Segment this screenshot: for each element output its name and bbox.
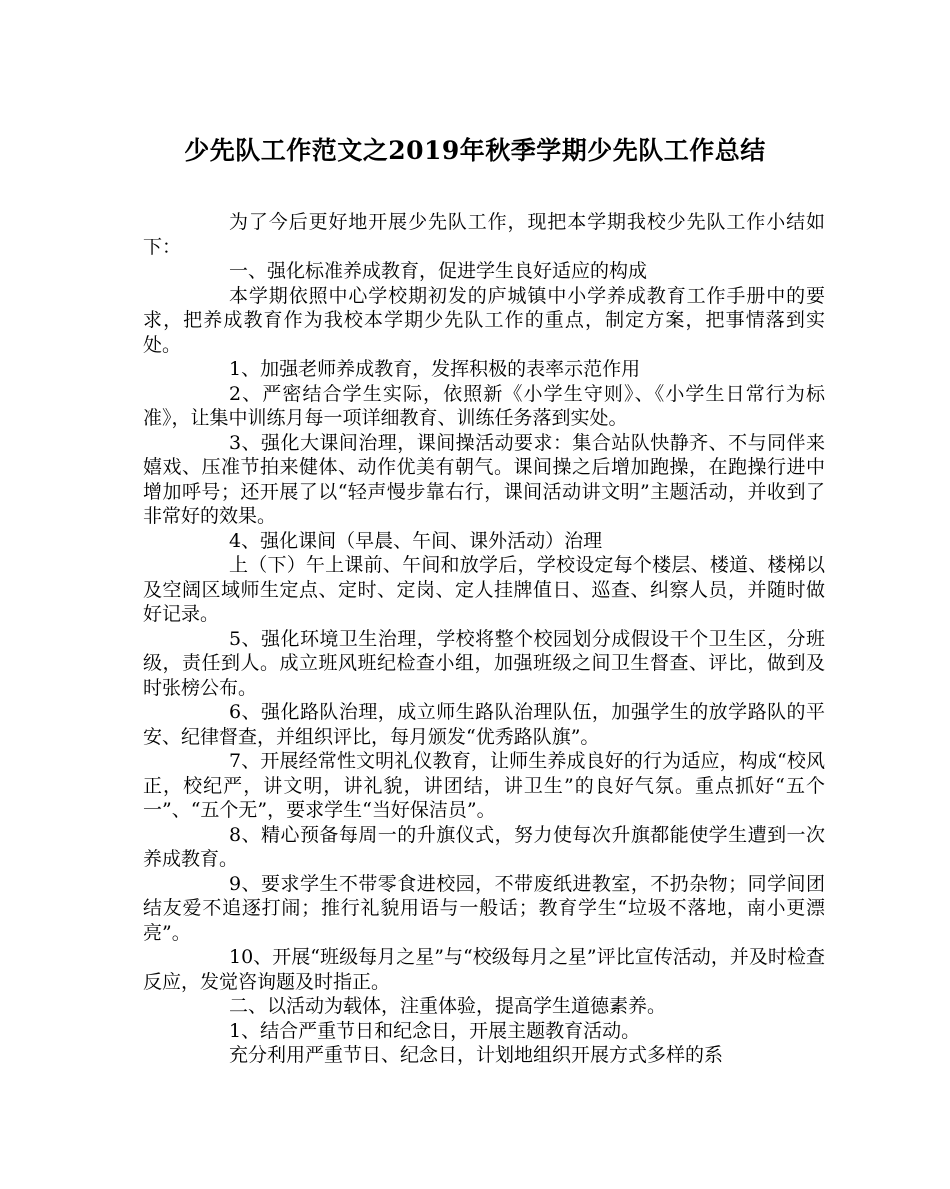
list-item: 7、开展经常性文明礼仪教育，让师生养成良好的行为适应，构成“校风正，校纪严，讲文明，讲礼貌，讲团结，讲卫生”的良好气氛。重点抓好“五个一”、“五个无”，要求学生“当好保洁员”。 (143, 750, 825, 821)
list-item: 8、精心预备每周一的升旗仪式，努力使每次升旗都能使学生遭到一次养成教育。 (143, 823, 825, 870)
document-title: 少先队工作范文之2019年秋季学期少先队工作总结 (184, 136, 766, 165)
list-item: 6、强化路队治理，成立师生路队治理队伍，加强学生的放学路队的平安、纪律督查，并组织评比，每月颁发“优秀路队旗”。 (143, 701, 825, 748)
paragraph: 充分利用严重节日、纪念日，计划地组织开展方式多样的系 (229, 1044, 724, 1066)
paragraph: 上（下）午上课前、午间和放学后，学校设定每个楼层、楼道、楼梯以及空阔区域师生定点、定时、定岗、定人挂牌值日、巡查、纠察人员，并随时做好记录。 (143, 554, 825, 625)
paragraph-intro: 为了今后更好地开展少先队工作，现把本学期我校少先队工作小结如下： (143, 211, 825, 258)
document-body (143, 210, 825, 1068)
list-item: 1、结合严重节日和纪念日，开展主题教育活动。 (229, 1019, 641, 1042)
list-item: 4、强化课间（早晨、午间、课外活动）治理 (229, 529, 603, 552)
section-heading-2: 二、以活动为载体，注重体验，提高学生道德素养。 (229, 995, 667, 1017)
section-heading-1: 一、强化标准养成教育，促进学生良好适应的构成 (229, 260, 648, 282)
paragraph: 本学期依照中心学校期初发的庐城镇中小学养成教育工作手册中的要求，把养成教育作为我校本学期少先队工作的重点，制定方案，把事情落到实处。 (143, 284, 825, 356)
list-item: 3、强化大课间治理，课间操活动要求：集合站队快静齐、不与同伴来嬉戏、压准节拍来健体、动作优美有朝气。课间操之后增加跑操，在跑操行进中增加呼号；还开展了以“轻声慢步靠右行，课间活动讲文明”主题活动，并收到了非常好的效果。 (143, 431, 825, 527)
list-item: 5、强化环境卫生治理，学校将整个校园划分成假设干个卫生区，分班级，责任到人。成立班风班纪检查小组，加强班级之间卫生督查、评比，做到及时张榜公布。 (143, 627, 825, 699)
list-item: 10、开展“班级每月之星”与“校级每月之星”评比宣传活动，并及时检查反应，发觉咨询题及时指正。 (143, 946, 825, 993)
list-item: 9、要求学生不带零食进校园，不带废纸进教室，不扔杂物；同学间团结友爱不追逐打闹；推行礼貌用语与一般话；教育学生“垃圾不落地，南小更漂亮”。 (143, 872, 825, 944)
list-item: 2、严密结合学生实际，依照新《小学生守则》、《小学生日常行为标准》，让集中训练月每一项详细教育、训练任务落到实处。 (143, 382, 825, 429)
list-item: 1、加强老师养成教育，发挥积极的表率示范作用 (229, 358, 641, 380)
